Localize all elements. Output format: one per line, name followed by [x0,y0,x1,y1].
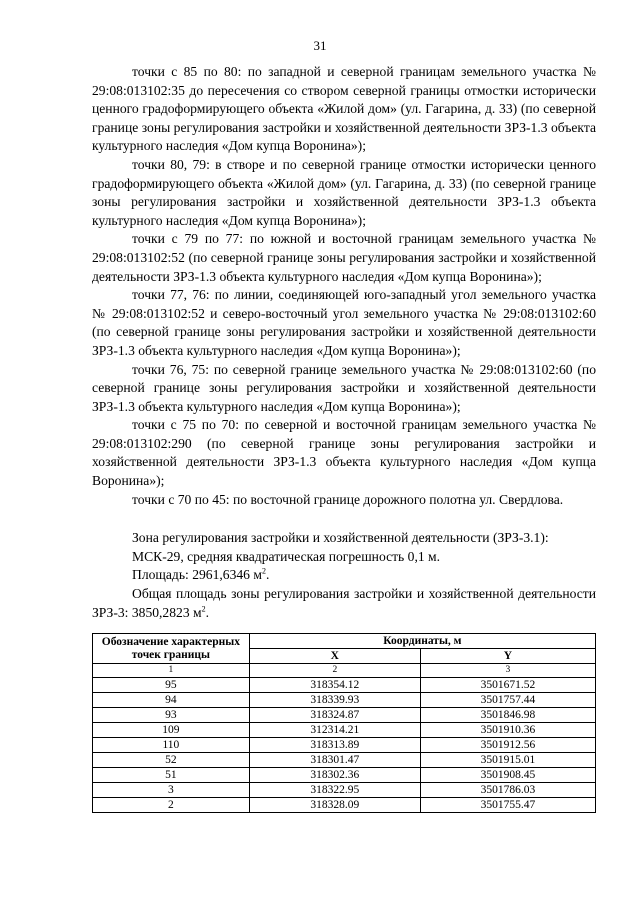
zone-total-sup: 2 [201,604,206,614]
column-index: 1 [93,664,250,678]
header-y: Y [420,649,595,664]
paragraph: точки с 79 по 77: по южной и восточной границам земельного участка № 29:08:013102:52 (по северной границе зоны регулирования застройки и хозяйственной деятельности ЗРЗ-1.3 объекта культурного наследия «Дом купца Воронина»); [92,231,596,284]
coord-y: 3501671.52 [420,678,595,693]
header-x: X [249,649,420,664]
zone-total-label: Общая площадь зоны регулирования застройки и хозяйственной деятельности ЗРЗ-3: 3850,2823 м [92,586,596,620]
coord-y: 3501910.36 [420,723,595,738]
zone-total-area [92,585,596,622]
coord-x: 318328.09 [249,798,420,813]
page-number: 31 [313,38,327,53]
coord-x: 318322.95 [249,783,420,798]
zone-area-sup: 2 [261,566,266,576]
table-row [93,753,596,768]
paragraph: точки 76, 75: по северной границе земельного участка № 29:08:013102:60 (по северной границе зоны регулирования застройки и хозяйственной деятельности ЗРЗ-1.3 объекта культурного наследия «Дом купца Воронина»); [92,361,596,414]
column-index: 2 [249,664,420,678]
paragraph: точки с 70 по 45: по восточной границе дорожного полотна ул. Свердлова. [132,491,564,507]
point-id: 51 [93,768,250,783]
zone-area-label: Площадь: 2961,6346 м [132,567,262,583]
table-row [93,708,596,723]
coord-x: 318324.87 [249,708,420,723]
coord-x: 312314.21 [249,723,420,738]
table-row [93,693,596,708]
coordinates-table [92,633,596,813]
header-coordinates: Координаты, м [249,634,595,649]
zone-title: Зона регулирования застройки и хозяйственной деятельности (ЗРЗ-3.1): [132,530,549,546]
zone-area-end: . [265,567,270,583]
point-id: 94 [93,693,250,708]
point-id: 3 [93,783,250,798]
coord-y: 3501755.47 [420,798,595,813]
zone-description [92,529,596,622]
table-row [93,678,596,693]
coord-x: 318354.12 [249,678,420,693]
point-id: 2 [93,798,250,813]
zone-crs: МСК-29, средняя квадратическая погрешность 0,1 м. [132,548,441,564]
table-row [93,738,596,753]
coord-y: 3501915.01 [420,753,595,768]
coord-x: 318301.47 [249,753,420,768]
table-row [93,768,596,783]
zone-area [92,566,596,585]
zone-total-end: . [205,604,210,620]
header-points: Обозначение характерных точек границы [93,634,250,664]
paragraph: точки с 85 по 80: по западной и северной границам земельного участка № 29:08:013102:35 до пересечения со створом северной границы отмостки исторически ценного градоформирующего объекта «Жилой дом» (ул. Гагарина, д. 33) (по северной границе зоны регулирования застройки и хозяйственной деятельности ЗРЗ-1.3 объекта культурного наследия «Дом купца Воронина»); [92,64,596,154]
point-id: 93 [93,708,250,723]
point-id: 95 [93,678,250,693]
table-row [93,723,596,738]
coord-x: 318313.89 [249,738,420,753]
paragraph: точки 80, 79: в створе и по северной границе отмостки исторически ценного градоформирующего объекта «Жилой дом» (ул. Гагарина, д. 33) (по северной границе зоны регулирования застройки и хозяйственной деятельности ЗРЗ-1.3 объекта культурного наследия «Дом купца Воронина»); [92,156,596,228]
coord-x: 318302.36 [249,768,420,783]
table-row [93,798,596,813]
column-index: 3 [420,664,595,678]
point-id: 52 [93,753,250,768]
coord-y: 3501912.56 [420,738,595,753]
column-index-row [93,664,596,678]
paragraph: точки с 75 по 70: по северной и восточной границам земельного участка № 29:08:013102:290 (по северной границе зоны регулирования застройки и хозяйственной деятельности ЗРЗ-1.3 объекта культурного наследия «Дом купца Воронина»); [92,417,596,489]
coord-y: 3501846.98 [420,708,595,723]
coord-y: 3501786.03 [420,783,595,798]
paragraph: точки 77, 76: по линии, соединяющей юго-западный угол земельного участка № 29:08:013102:52 и северо-восточный угол земельного участка № 29:08:013102:60 (по северной границе зоны регулирования застройки и хозяйственной деятельности ЗРЗ-1.3 объекта культурного наследия «Дом купца Воронина»); [92,287,596,358]
coord-y: 3501757.44 [420,693,595,708]
point-id: 110 [93,738,250,753]
document-body [92,63,596,622]
point-id: 109 [93,723,250,738]
coord-y: 3501908.45 [420,768,595,783]
table-row [93,783,596,798]
coord-x: 318339.93 [249,693,420,708]
